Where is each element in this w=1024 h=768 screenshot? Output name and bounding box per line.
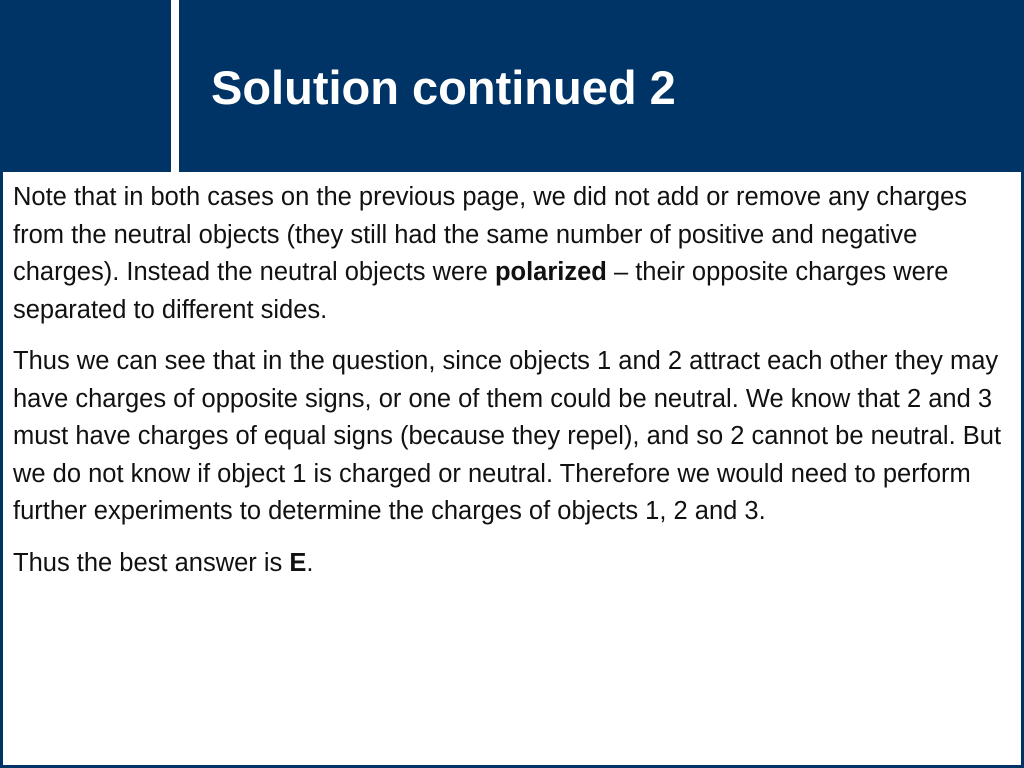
paragraph-polarization — [13, 179, 1013, 329]
content-box — [3, 172, 1021, 765]
paragraph-answer — [13, 545, 1013, 583]
paragraph-1-text-end: – their opposite charges were separated to different sides. — [13, 258, 949, 324]
answer-letter: E — [289, 548, 307, 577]
paragraph-reasoning: Thus we can see that in the question, since objects 1 and 2 attract each other they may have charges of opposite signs, or one of them could be neutral. We know that 2 and 3 must have charges of equal signs (because they repel), and so 2 cannot be neutral. But we do not know if object 1 is charged or neutral. Therefore we would need to perform further experiments to determine the charges of objects 1, 2 and 3. — [13, 347, 1002, 525]
polarized-term: polarized — [494, 258, 607, 286]
answer-text: Thus the best answer is — [13, 548, 290, 577]
slide-header — [0, 0, 1024, 172]
paragraph-1-text: Note that in both cases on the previous page, we did not add or remove any charges from the neutral objects (they still had the same number of positive and negative charges). Instead the neutral objects were — [13, 183, 968, 286]
answer-period: . — [306, 548, 314, 577]
header-divider-bar — [171, 0, 179, 172]
slide-title: Solution continued 2 — [211, 61, 676, 114]
content-text — [13, 179, 1013, 596]
